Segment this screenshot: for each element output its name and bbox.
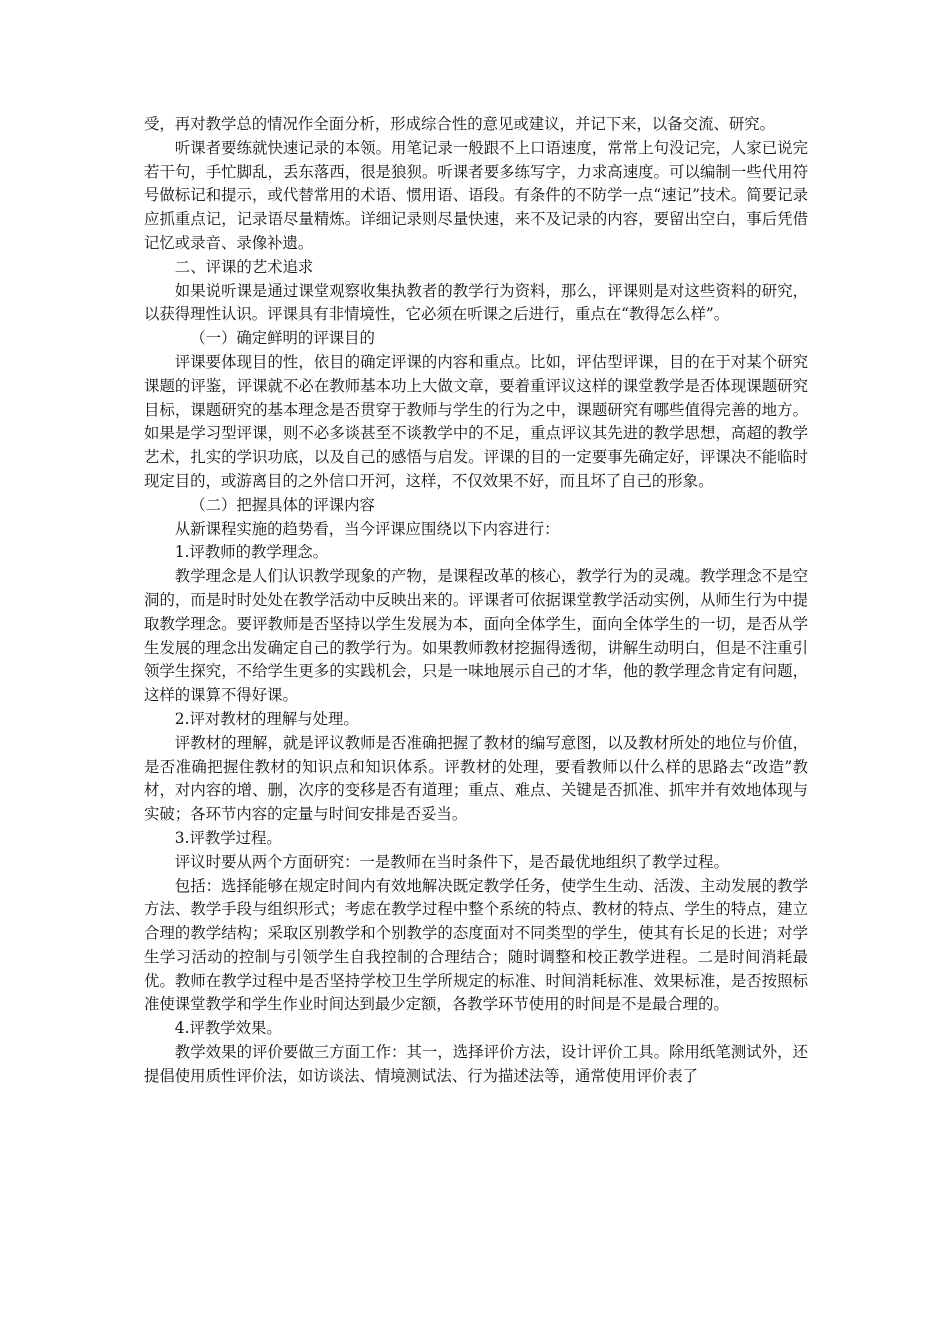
body-paragraph: 包括：选择能够在规定时间内有效地解决既定教学任务，使学生生动、活泼、主动发展的教学方法、教学手段与组织形式；考虑在教学过程中整个系统的特点、教材的特点、学生的特点，建立合理的教学结构；采取区别教学和个别教学的态度面对不同类型的学生，使其有长足的长进；对学生学习活动的控制与引领学生自我控制的合理结合；随时调整和校正教学进程。二是时间消耗最优。教师在教学过程中是否坚持学校卫生学所规定的标准、时间消耗标准、效果标准，是否按照标准使课堂教学和学生作业时间达到最少定额，各教学环节使用的时间是不是最合理的。 <box>144 876 808 1014</box>
body-paragraph: 如果说听课是通过课堂观察收集执教者的教学行为资料，那么，评课则是对这些资料的研究，以获得理性认识。评课具有非情境性，它必须在听课之后进行，重点在“教得怎么样”。 <box>144 281 808 324</box>
subsection-heading: （一）确定鲜明的评课目的 <box>190 329 375 348</box>
numbered-item-heading: 4.评教学效果。 <box>174 1019 282 1038</box>
body-paragraph: 教学效果的评价要做三方面工作：其一，选择评价方法，设计评价工具。除用纸笔测试外，还提倡使用质性评价法，如访谈法、情境测试法、行为描述法等，通常使用评价表了 <box>144 1043 808 1085</box>
body-paragraph: 评教材的理解，就是评议教师是否准确把握了教材的编写意图，以及教材所处的地位与价值，是否准确把握住教材的知识点和知识体系。评教材的处理，要看教师以什么样的思路去“改造”教材，对内容的增、删，次序的变移是否有道理；重点、难点、关键是否抓准、抓牢并有效地体现与实破；各环节内容的定量与时间安排是否妥当。 <box>144 733 808 824</box>
document-body <box>144 113 808 1089</box>
continued-paragraph: 受，再对教学总的情况作全面分析，形成综合性的意见或建议，并记下来，以备交流、研究。 <box>144 115 776 133</box>
section-heading: 二、评课的艺术追求 <box>174 257 314 276</box>
body-paragraph: 教学理念是人们认识教学现象的产物，是课程改革的核心，教学行为的灵魂。教学理念不是空洞的，而是时时处处在教学活动中反映出来的。评课者可依据课堂教学活动实例，从师生行为中提取教学理念。要评教师是否坚持以学生发展为本，面向全体学生，面向全体学生的一切，是否从学生发展的理念出发确定自己的教学行为。如果教师教材挖掘得透彻，讲解生动明白，但是不注重引领学生探究，不给学生更多的实践机会，只是一味地展示自己的才华，他的教学理念肯定有问题，这样的课算不得好课。 <box>144 567 808 705</box>
body-paragraph: 评议时要从两个方面研究：一是教师在当时条件下，是否最优地组织了教学过程。 <box>174 852 729 871</box>
body-paragraph: 从新课程实施的趋势看，当今评课应围绕以下内容进行： <box>174 519 560 538</box>
numbered-item-heading: 2.评对教材的理解与处理。 <box>174 709 359 728</box>
numbered-item-heading: 3.评教学过程。 <box>174 828 282 847</box>
body-paragraph: 听课者要练就快速记录的本领。用笔记录一般跟不上口语速度，常常上句没记完，人家已说完若干句，手忙脚乱，丢东落西，很是狼狈。听课者要多练写字，力求高速度。可以编制一些代用符号做标记和提示，或代替常用的术语、惯用语、语段。有条件的不防学一点“速记”技术。简要记录应抓重点记，记录语尽量精炼。详细记录则尽量快速，来不及记录的内容，要留出空白，事后凭借记忆或录音、录像补遗。 <box>144 138 808 252</box>
body-paragraph: 评课要体现目的性，依目的确定评课的内容和重点。比如，评估型评课，目的在于对某个研究课题的评鉴，评课就不必在教师基本功上大做文章，要着重评议这样的课堂教学是否体现课题研究目标，课题研究的基本理念是否贯穿于教师与学生的行为之中，课题研究有哪些值得完善的地方。如果是学习型评课，则不必多谈甚至不谈教学中的不足，重点评议其先进的教学思想，高超的教学艺术，扎实的学识功底，以及自己的感悟与启发。评课的目的一定要事先确定好，评课决不能临时现定目的，或游离目的之外信口开河，这样，不仅效果不好，而且坏了自己的形象。 <box>144 352 808 490</box>
subsection-heading: （二）把握具体的评课内容 <box>190 495 375 514</box>
numbered-item-heading: 1.评教师的教学理念。 <box>174 543 328 562</box>
